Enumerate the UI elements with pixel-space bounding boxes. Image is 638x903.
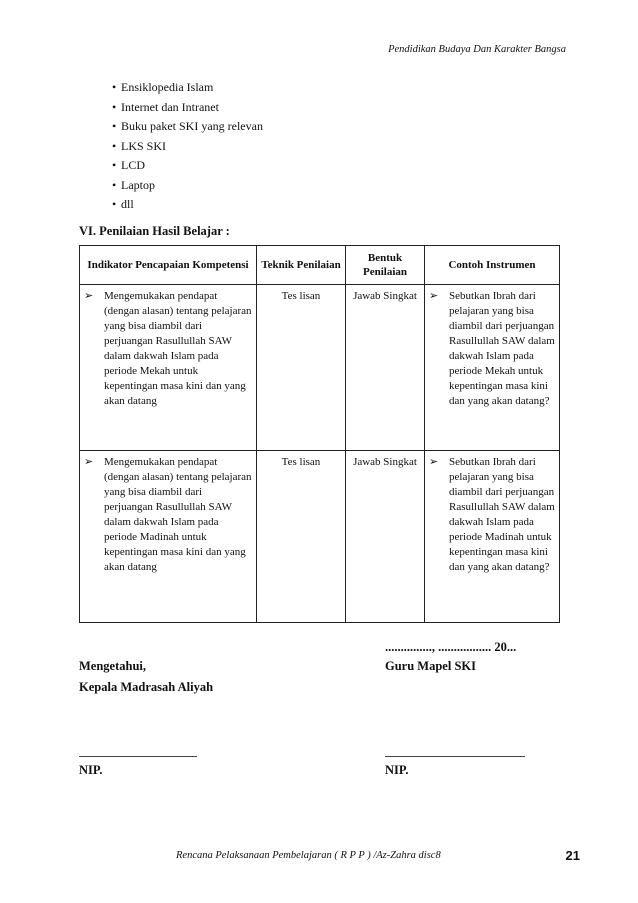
page-header: Pendidikan Budaya Dan Karakter Bangsa (388, 44, 566, 55)
signature-line-left (79, 756, 197, 757)
arrow-bullet-icon: ➢ (84, 290, 94, 302)
bullet-icon: • (112, 158, 117, 172)
bullet-icon: • (112, 138, 117, 153)
bullet-icon: • (112, 119, 117, 133)
column-header: Indikator Pencapaian Kompetensi (80, 246, 257, 285)
table-cell: ➢ Sebutkan Ibrah dari pelajaran yang bisa diambil dari perjuangan Rasullullah SAW dalam dakwah Islam pada periode Mekah untuk kepentingan masa kini dan yang akan datang? (425, 285, 560, 451)
table-row (80, 451, 560, 623)
bullet-icon: • (112, 197, 117, 211)
list-item: • Ensiklopedia Islam (112, 78, 263, 98)
list-item: • dll (112, 195, 263, 215)
principal-label: Kepala Madrasah Aliyah (79, 680, 214, 694)
bullet-icon: • (112, 99, 117, 114)
table-cell: Jawab Singkat (346, 285, 425, 451)
table-row (80, 285, 560, 451)
arrow-bullet-icon: ➢ (429, 290, 439, 302)
assessment-table (79, 245, 560, 623)
acknowledged-label: Mengetahui, (79, 659, 147, 673)
page-number: 21 (565, 848, 580, 863)
nip-left: NIP. (79, 763, 103, 777)
page-footer: Rencana Pelaksanaan Pembelajaran ( R P P ) /Az-Zahra disc8 (176, 850, 441, 861)
table-cell: Tes lisan (257, 285, 346, 451)
bullet-icon: • (112, 80, 117, 94)
bullet-icon: • (112, 177, 117, 192)
list-item: • Laptop (112, 176, 263, 196)
table-header-row (80, 246, 560, 285)
column-header: Bentuk Penilaian (346, 246, 425, 285)
list-item: • Internet dan Intranet (112, 98, 263, 118)
table-cell: Jawab Singkat (346, 451, 425, 623)
list-item: • Buku paket SKI yang relevan (112, 117, 263, 137)
media-list (112, 78, 263, 215)
section-title: VI. Penilaian Hasil Belajar : (79, 224, 230, 238)
table-cell: ➢ Sebutkan Ibrah dari pelajaran yang bisa diambil dari perjuangan Rasullullah SAW dalam dakwah Islam pada periode Madinah untuk kepentingan masa kini dan yang akan datang? (425, 451, 560, 623)
arrow-bullet-icon: ➢ (84, 456, 94, 468)
table-cell: Tes lisan (257, 451, 346, 623)
date-line: ..............., ................. 20... (385, 640, 517, 654)
teacher-label: Guru Mapel SKI (385, 659, 476, 673)
arrow-bullet-icon: ➢ (429, 456, 439, 468)
table-cell: ➢ Mengemukakan pendapat (dengan alasan) tentang pelajaran yang bisa diambil dari perjuangan Rasullullah SAW dalam dakwah Islam pada periode Mekah untuk kepentingan masa kini dan yang akan datang (80, 285, 257, 451)
column-header: Contoh Instrumen (425, 246, 560, 285)
table-cell: ➢ Mengemukakan pendapat (dengan alasan) tentang pelajaran yang bisa diambil dari perjuangan Rasullullah SAW dalam dakwah Islam pada periode Madinah untuk kepentingan masa kini dan yang akan datang (80, 451, 257, 623)
list-item: • LKS SKI (112, 137, 263, 157)
signature-line-right (385, 756, 525, 757)
list-item: • LCD (112, 156, 263, 176)
column-header: Teknik Penilaian (257, 246, 346, 285)
nip-right: NIP. (385, 763, 409, 777)
